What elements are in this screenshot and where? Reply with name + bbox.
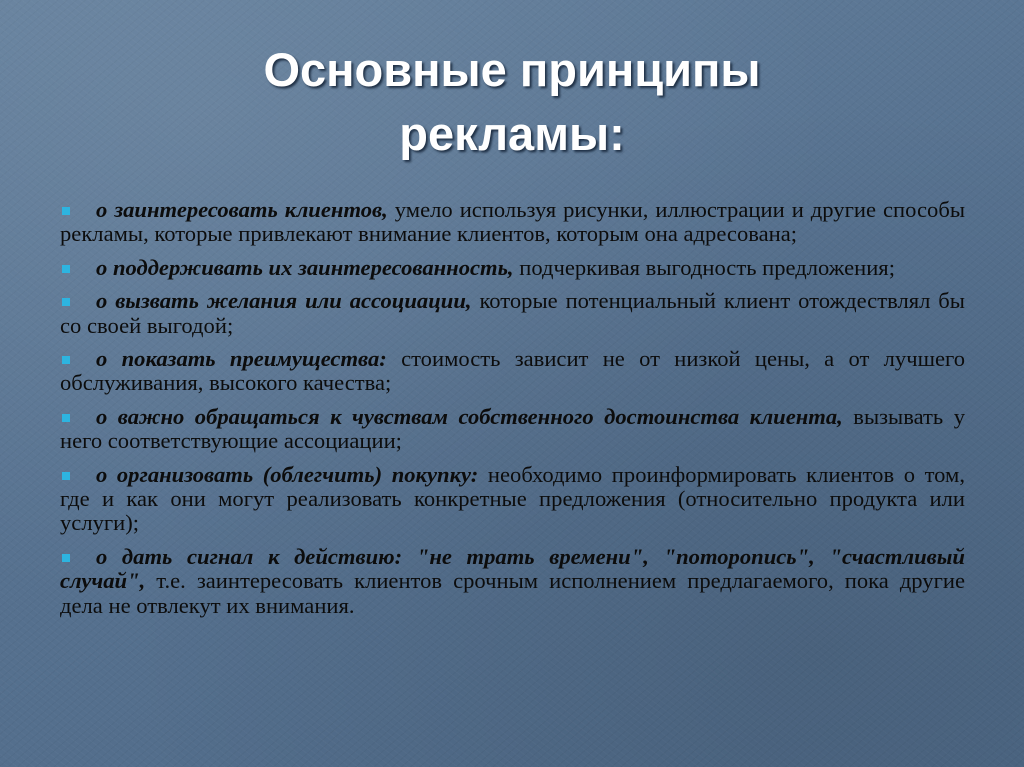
square-bullet-icon	[62, 554, 70, 562]
slide-title-line-1: Основные принципы	[263, 43, 761, 96]
square-bullet-icon	[62, 207, 70, 215]
bullet-emphasis: о поддерживать их заинтересованность,	[96, 254, 514, 280]
bullet-emphasis: о дать сигнал к действию: "не трать времени", "поторопись", "счастливый случай",	[60, 543, 965, 594]
list-item	[60, 347, 965, 396]
square-bullet-icon	[62, 356, 70, 364]
list-item	[60, 256, 965, 280]
list-item	[60, 289, 965, 338]
bullet-text: стоимость зависит не от низкой цены, а от лучшего обслуживания, высокого качества;	[60, 346, 966, 396]
bullet-text: вызывать у него соответствующие ассоциации;	[60, 403, 965, 454]
bullet-emphasis: о заинтересовать клиентов,	[96, 197, 388, 222]
square-bullet-icon	[62, 298, 70, 306]
square-bullet-icon	[62, 265, 70, 273]
bullet-text: умело используя рисунки, иллюстрации и другие способы рекламы, которые привлекают внимание клиентов, которым она адресована;	[60, 197, 965, 247]
bullet-text: т.е. заинтересовать клиентов срочным исполнением предлагаемого, пока другие дела не отвлекут их внимания.	[60, 568, 965, 618]
slide-title-line-2: рекламы:	[399, 107, 625, 160]
bullet-emphasis: о организовать (облегчить) покупку:	[96, 461, 479, 487]
square-bullet-icon	[62, 414, 70, 422]
bullet-text: подчеркивая выгодность предложения;	[513, 254, 895, 280]
bullet-text: необходимо проинформировать клиентов о том, где и как они могут реализовать конкретные предложения (относительно продукта или услуги);	[60, 461, 965, 536]
list-item	[60, 463, 965, 536]
list-item	[60, 405, 965, 454]
bullet-emphasis: о вызвать желания или ассоциации,	[96, 288, 472, 314]
list-item	[60, 198, 965, 247]
bullet-emphasis: о показать преимущества:	[96, 346, 387, 372]
square-bullet-icon	[62, 472, 70, 480]
list-item	[60, 545, 965, 618]
bullet-emphasis: о важно обращаться к чувствам собственного достоинства клиента,	[96, 403, 843, 429]
slide-title	[0, 38, 1024, 166]
principles-list	[60, 198, 965, 627]
bullet-text: которые потенциальный клиент отождествлял бы со своей выгодой;	[60, 288, 965, 338]
